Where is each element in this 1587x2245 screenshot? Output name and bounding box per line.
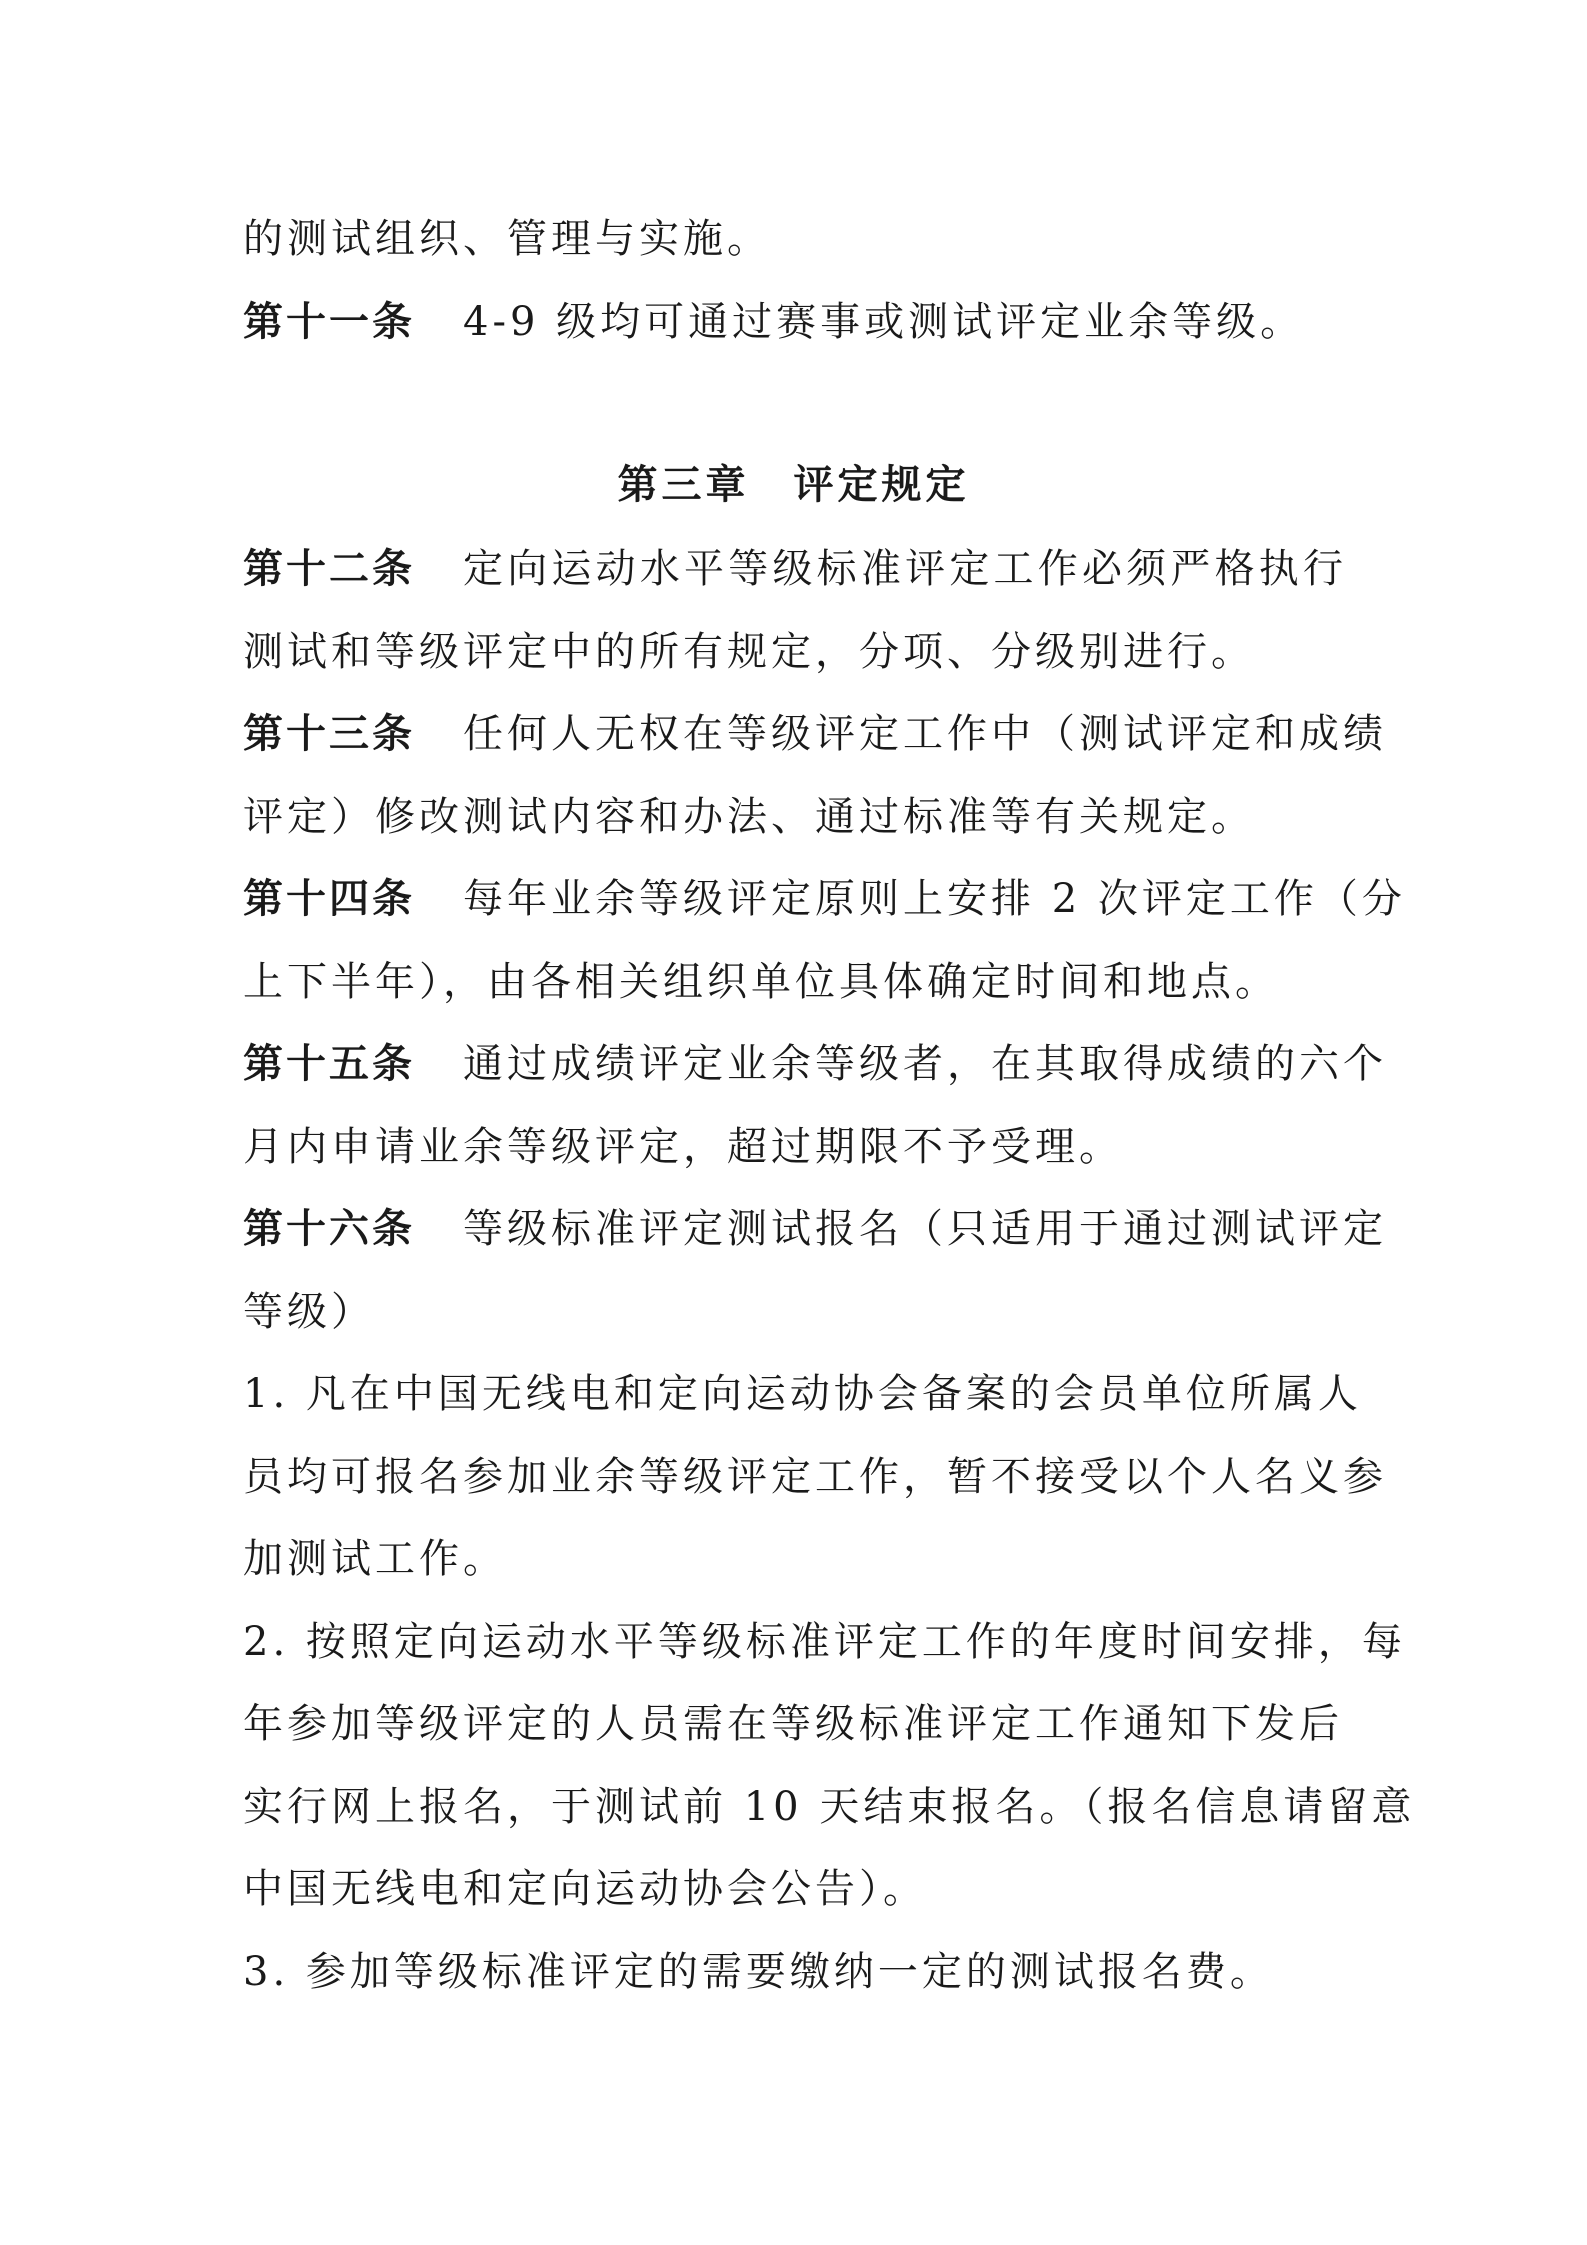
- paragraph-line: 员均可报名参加业余等级评定工作，暂不接受以个人名义参: [243, 1453, 1387, 1500]
- article-label: 第十二条: [243, 546, 415, 592]
- document-body: [243, 198, 1353, 363]
- article-label: 第十六条: [243, 1206, 415, 1252]
- chapter-title: 第三章 评定规定: [617, 462, 970, 508]
- paragraph-line: 等级）: [243, 1288, 375, 1335]
- paragraph-line: 测试和等级评定中的所有规定，分项、分级别进行。: [243, 628, 1255, 675]
- article-text: 通过成绩评定业余等级者，在其取得成绩的六个: [463, 1041, 1387, 1087]
- article-13: [243, 693, 1387, 776]
- article-16: [243, 1188, 1387, 1271]
- paragraph-line: 年参加等级评定的人员需在等级标准评定工作通知下发后: [243, 1701, 1343, 1747]
- article-15: [243, 1023, 1387, 1106]
- paragraph-line: 实行网上报名，于测试前 10 天结束报名。（报名信息请留意: [243, 1783, 1416, 1830]
- article-12: [243, 528, 1353, 611]
- paragraph-line: 1. 凡在中国无线电和定向运动协会备案的会员单位所属人: [243, 1371, 1362, 1417]
- article-label: 第十四条: [243, 876, 415, 922]
- article-text: 4-9 级均可通过赛事或测试评定业余等级。: [463, 298, 1305, 345]
- paragraph-line: 加测试工作。: [243, 1536, 507, 1582]
- paragraph-line: 中国无线电和定向运动协会公告）。: [243, 1866, 927, 1912]
- article-label: 第十五条: [243, 1041, 415, 1087]
- document-body-chapter3: [243, 528, 1416, 2013]
- paragraph-line: 2. 按照定向运动水平等级标准评定工作的年度时间安排，每: [243, 1618, 1406, 1665]
- article-text: 定向运动水平等级标准评定工作必须严格执行: [463, 546, 1347, 592]
- paragraph-line: 月内申请业余等级评定，超过期限不予受理。: [243, 1123, 1123, 1170]
- paragraph-line: 3. 参加等级标准评定的需要缴纳一定的测试报名费。: [243, 1948, 1274, 1995]
- article-label: 第十一条: [243, 298, 415, 345]
- paragraph-line: 上下半年），由各相关组织单位具体确定时间和地点。: [243, 958, 1279, 1005]
- article-text: 任何人无权在等级评定工作中（测试评定和成绩: [463, 711, 1387, 757]
- article-text: 每年业余等级评定原则上安排 2 次评定工作（分: [463, 876, 1406, 922]
- article-label: 第十三条: [243, 711, 415, 757]
- paragraph-line: 评定）修改测试内容和办法、通过标准等有关规定。: [243, 793, 1255, 840]
- article-14: [243, 858, 1406, 941]
- article-11: [243, 281, 1353, 364]
- article-text: 等级标准评定测试报名（只适用于通过测试评定: [463, 1206, 1387, 1252]
- paragraph-line: 的测试组织、管理与实施。: [243, 216, 771, 262]
